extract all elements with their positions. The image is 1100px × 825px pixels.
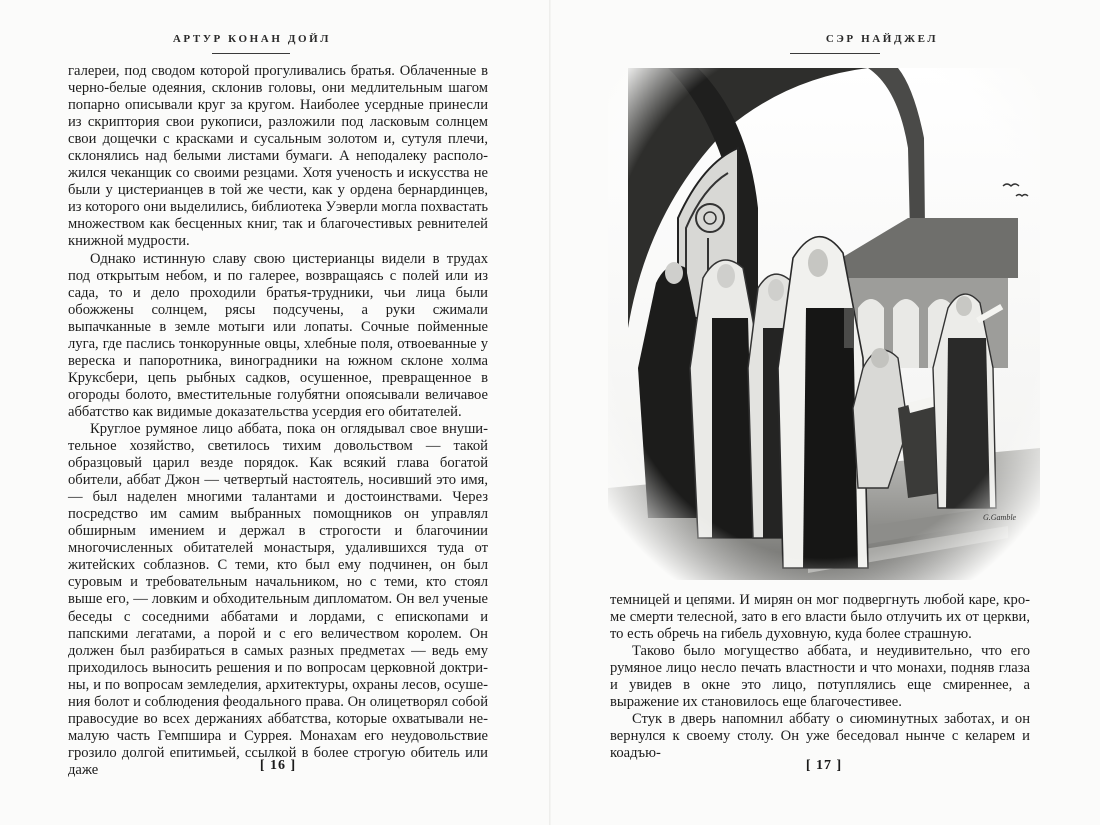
paragraph: Однако истинную славу свою цистерианцы видели в трудах под открытым небом, и по галерее, возвращаясь с полей или из сада, то и дело проходили братья-трудники, чьи лица были обожжены солнцем, рясы подсучены, а руки сжимали выпачканные в земле мотыги или лопаты. Сочные пойменные луга, где паслись тонкорунные овцы, хлебные поля, отвоеванные у вереска и папоротника, виноградники на южном склоне холма Круксбери, цепь рыбных садков, осушенное, превращенное в огороды болото, вместительные голубятни опоясывали величавое аббатство как видимые доказательства усердия его обитателей. [68,250,488,420]
paragraph: Таково было могущество аббата, и неудивительно, что его румяное лицо несло печать властности и что монахи, подняв глаза и увидев в окне это лицо, потуплялись еще смиреннее, а выражение их становилось еще благочестивее. [610,643,1030,711]
page-number: [ 17 ] [805,758,843,773]
paragraph: галереи, под сводом которой прогуливались братья. Облаченные в черно-белые одеяния, склонив головы, они медлительным шагом попарно описывали круг за кругом. Наиболее усердные принесли из скриптория свои рукописи, разложили под ласковым солнцем свои дощечки с красками и сусальным золотом и, сутуля плечи, склонялись над белыми листами бумаги. А неподалеку расположился чеканщик со своими резцами. Хотя ученость и искусства не были у цистерианцев в той же чести, как у ордена бернардинцев, из которого они выделились, библиотека Уэверли могла похвастать множеством как бесценных книг, так и благочестивых ревнителей книжной мудрости. [68,63,488,250]
right-page-text [610,592,1030,762]
artist-signature: G.Gamble [983,513,1017,522]
paragraph: темницей и цепями. И мирян он мог подвергнуть любой каре, кроме смерти телесной, зато в его власти было отлучить их от церкви, то есть обречь на гибель духовную, куда более страшную. [610,592,1030,643]
right-page [550,0,1100,825]
running-head-rule [212,53,290,54]
left-page-text [68,63,488,779]
monks-cloister-illustration [608,68,1040,580]
illustration-vignette [608,68,1040,580]
paragraph: Стук в дверь напомнил аббату о сиюминутных заботах, и он вернулся к своему столу. Он уже беседовал нынче с келарем и коадъю- [610,711,1030,762]
running-head-title: СЭР НАЙДЖЕЛ [825,33,939,45]
page-number: [ 16 ] [259,758,297,773]
paragraph: Круглое румяное лицо аббата, пока он оглядывал свое внушительное хозяйство, светилось тихим довольством — такой образцовый царил везде порядок. Как всякий глава богатой обители, аббат Джон — четвертый настоятель, носивший это имя, — был наделен многими талантами и достоинствами. Через посредство им самим выбранных помощников он управлял обширным имением и держал в строгости и благочинии многочисленных обитателей монастыря, удалившихся туда от житейских соблазнов. С теми, кто был ему подчинен, он был суровым и требовательным начальником, но с теми, кто стоял выше его, — ловким и обходительным дипломатом. Он вел ученые беседы с соседними аббатами и лордами, с епископами и папскими легатами, а порой и с его величеством королем. Он должен был разбираться в самых разных предметах — ведь ему приходилось выносить решения и по вопросам церковной доктрины, и по вопросам земледелия, архитектуры, охраны лесов, осушения болот и соблюдения феодального права. Он олицетворял собой правосудие во всех держаниях аббатства, которые охватывали немалую часть Гемпшира и Суррея. Монахам его неудовольствие грозило долгой епитимьей, ссылкой в более строгую обитель или даже [68,420,488,778]
running-head-rule [790,53,880,54]
running-head-author: АРТУР КОНАН ДОЙЛ [172,33,332,45]
